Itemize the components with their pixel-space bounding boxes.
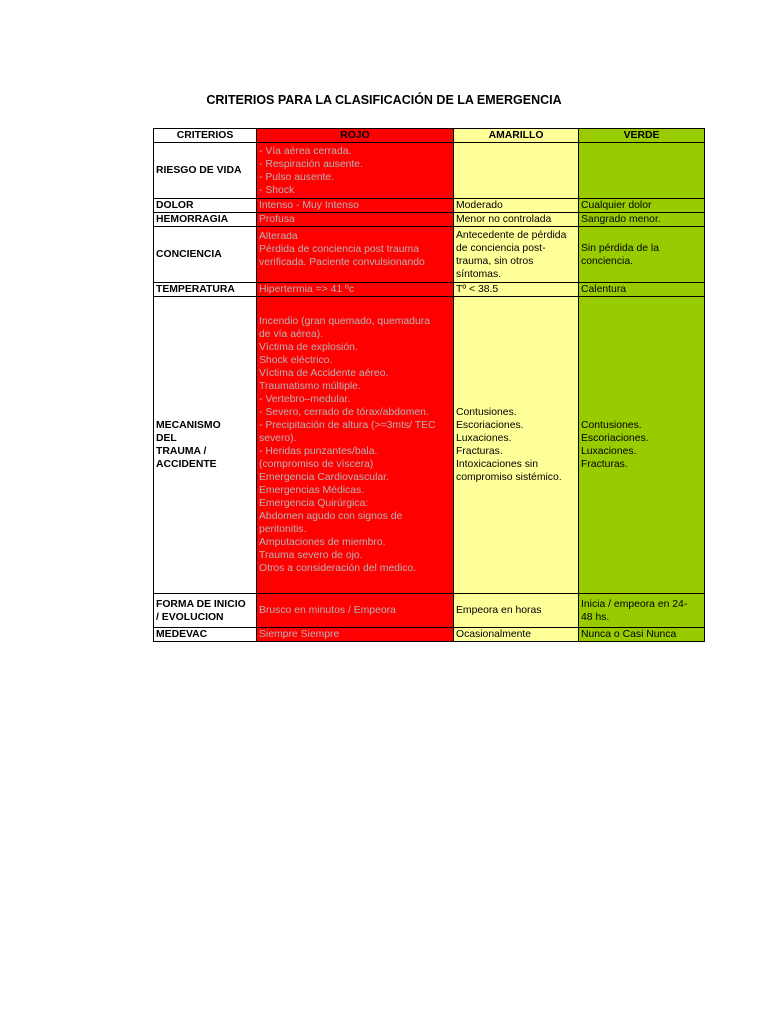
- cell-line: Escoriaciones.: [581, 433, 649, 444]
- cell-amarillo: [454, 143, 579, 199]
- cell-line: Siempre Siempre: [259, 629, 340, 640]
- table-row: [154, 227, 705, 283]
- cell-line: severo).: [259, 433, 297, 444]
- cell-verde: [579, 213, 705, 227]
- table-row: [154, 283, 705, 297]
- criterion-label: MECANISMO DEL TRAUMA / ACCIDENTE: [154, 297, 257, 594]
- header-amarillo: AMARILLO: [454, 129, 579, 143]
- cell-line: Incendio (gran quemado, quemadura: [259, 316, 430, 327]
- table-body: [154, 143, 705, 642]
- cell-line: Shock eléctrico.: [259, 355, 333, 366]
- cell-line: Cualquier dolor: [581, 200, 652, 211]
- cell-verde: [579, 594, 705, 628]
- cell-line: Otros a consideración del medico.: [259, 563, 417, 574]
- cell-line: - Vía aérea cerrada.: [259, 145, 352, 157]
- cell-rojo: [257, 143, 454, 199]
- cell-line: Víctima de Accidente aéreo.: [259, 368, 389, 379]
- cell-line: Luxaciones.: [456, 433, 512, 444]
- cell-rojo: [257, 628, 454, 642]
- cell-line: Víctima de explosión.: [259, 342, 358, 353]
- cell-line: - Pulso ausente.: [259, 171, 335, 183]
- cell-line: Contusiones.: [456, 407, 517, 418]
- cell-line: - Severo, cerrado de tórax/abdomen.: [259, 407, 429, 418]
- cell-line: Luxaciones.: [581, 446, 637, 457]
- cell-line: Inicia / empeora en 24-: [581, 598, 688, 610]
- cell-line: conciencia.: [581, 255, 633, 267]
- cell-rojo: [257, 199, 454, 213]
- cell-line: Trauma severo de ojo.: [259, 550, 363, 561]
- cell-line: Abdomen agudo con signos de: [259, 511, 403, 522]
- cell-line: Brusco en minutos / Empeora: [259, 605, 396, 616]
- header-criterios: CRITERIOS: [154, 129, 257, 143]
- cell-amarillo: [454, 199, 579, 213]
- cell-line: Emergencia Cardiovascular.: [259, 472, 389, 483]
- table-row: [154, 594, 705, 628]
- cell-line: síntomas.: [456, 268, 502, 280]
- table-row: [154, 143, 705, 199]
- document-title: CRITERIOS PARA LA CLASIFICACIÓN DE LA EMERGENCIA: [206, 93, 562, 107]
- cell-line: 48 hs.: [581, 611, 610, 623]
- cell-line: - Vertebro–medular.: [259, 394, 351, 405]
- cell-line: Emergencias Médicas.: [259, 485, 365, 496]
- criterion-label: RIESGO DE VIDA: [154, 143, 257, 199]
- cell-verde: [579, 199, 705, 213]
- cell-line: Alterada: [259, 231, 298, 242]
- cell-line: trauma, sin otros: [456, 255, 534, 267]
- cell-amarillo: [454, 213, 579, 227]
- criterion-label: DOLOR: [154, 199, 257, 213]
- cell-line: Hipertermia => 41 ºc: [259, 284, 355, 295]
- cell-rojo: [257, 213, 454, 227]
- cell-line: Intoxicaciones sin: [456, 459, 539, 470]
- cell-line: Sin pérdida de la: [581, 242, 659, 254]
- cell-line: verificada. Paciente convulsionando: [259, 257, 425, 268]
- cell-amarillo: [454, 283, 579, 297]
- cell-amarillo: [454, 628, 579, 642]
- cell-line: Contusiones.: [581, 420, 642, 431]
- cell-line: Amputaciones de miembro.: [259, 537, 386, 548]
- table-row: [154, 628, 705, 642]
- cell-verde: [579, 283, 705, 297]
- cell-rojo: [257, 594, 454, 628]
- cell-line: Fracturas.: [456, 446, 503, 457]
- cell-amarillo: [454, 297, 579, 594]
- cell-line: Intenso - Muy Intenso: [259, 200, 359, 211]
- cell-amarillo: [454, 227, 579, 283]
- header-rojo: ROJO: [257, 129, 454, 143]
- header-verde: VERDE: [579, 129, 705, 143]
- classification-table: [153, 128, 705, 642]
- cell-line: compromiso sistémico.: [456, 472, 562, 483]
- table-row: [154, 213, 705, 227]
- cell-line: de conciencia post-: [456, 242, 546, 254]
- cell-line: Tº < 38.5: [456, 284, 499, 295]
- criterion-label: TEMPERATURA: [154, 283, 257, 297]
- cell-line: Empeora en horas: [456, 605, 542, 616]
- cell-line: Fracturas.: [581, 459, 628, 470]
- cell-verde: [579, 628, 705, 642]
- cell-line: Emergencia Quirúrgica:: [259, 498, 369, 509]
- cell-line: peritonitis.: [259, 524, 307, 535]
- cell-line: Calentura: [581, 284, 627, 295]
- cell-line: - Shock: [259, 184, 295, 196]
- cell-line: de vía aérea).: [259, 329, 324, 340]
- cell-line: Nunca o Casi Nunca: [581, 629, 677, 640]
- table-header-row: [154, 129, 705, 143]
- criterion-label: FORMA DE INICIO / EVOLUCION: [154, 594, 257, 628]
- cell-line: Moderado: [456, 200, 503, 211]
- cell-rojo: [257, 283, 454, 297]
- cell-line: Antecedente de pérdida: [456, 229, 567, 241]
- table-row: [154, 297, 705, 594]
- cell-line: Pérdida de conciencia post trauma: [259, 244, 419, 255]
- cell-rojo: [257, 227, 454, 283]
- cell-line: Profusa: [259, 214, 295, 225]
- cell-line: Menor no controlada: [456, 214, 552, 225]
- criterion-label: HEMORRAGIA: [154, 213, 257, 227]
- cell-amarillo: [454, 594, 579, 628]
- criterion-label: CONCIENCIA: [154, 227, 257, 283]
- cell-verde: [579, 297, 705, 594]
- criterion-label: MEDEVAC: [154, 628, 257, 642]
- cell-line: - Heridas punzantes/bala.: [259, 446, 378, 457]
- cell-line: (compromiso de víscera): [259, 459, 374, 470]
- cell-rojo: [257, 297, 454, 594]
- cell-line: - Respiración ausente.: [259, 158, 363, 170]
- cell-line: Ocasionalmente: [456, 629, 532, 640]
- cell-line: Escoriaciones.: [456, 420, 524, 431]
- cell-verde: [579, 143, 705, 199]
- cell-line: - Precipitación de altura (>=3mts/ TEC: [259, 420, 436, 431]
- cell-line: Sangrado menor.: [581, 214, 661, 225]
- table-row: [154, 199, 705, 213]
- cell-line: Traumatismo múltiple.: [259, 381, 361, 392]
- cell-verde: [579, 227, 705, 283]
